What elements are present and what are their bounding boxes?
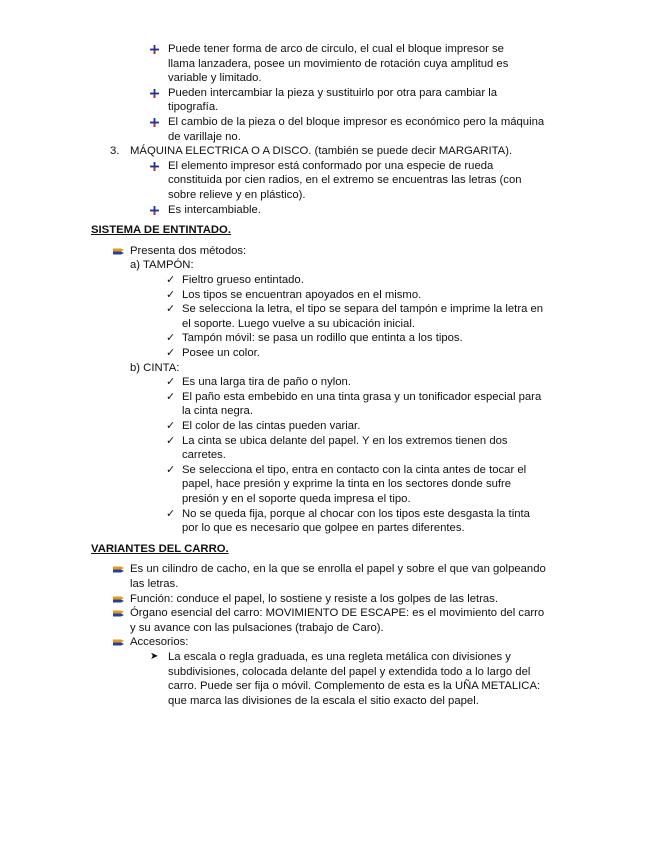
list-item-title: MÁQUINA ELECTRICA O A DISCO. (también se puede decir MARGARITA).	[130, 145, 513, 158]
list-item-line: Tampón móvil: se pasa un rodillo que entinta a los tipos.	[182, 332, 463, 345]
list-item-line: Es intercambiable.	[168, 203, 261, 216]
list-item-line: Es un cilindro de cacho, en la que se enrolla el papel y sobre el que van golpeando	[130, 563, 546, 576]
plus-bullet-icon	[150, 162, 159, 171]
list-item-line: carro. Puede ser fija o móvil. Complemento de esta es la UÑA METALICA:	[168, 680, 541, 693]
checkmark-icon: ✓	[166, 434, 176, 447]
list-item-line: No se queda fija, porque al chocar con los tipos este desgasta la tinta	[182, 507, 530, 520]
orange-bullet-icon	[113, 639, 124, 646]
list-item-line: El cambio de la pieza o del bloque impresor es económico pero la máquina	[168, 116, 545, 128]
list-item-line: Se selecciona el tipo, entra en contacto con la cinta antes de tocar el	[182, 463, 527, 476]
plus-bullet-icon	[150, 118, 159, 127]
list-item-line: tipografía.	[168, 101, 219, 114]
list-number: 3.	[110, 145, 120, 158]
list-item-line: Se selecciona la letra, el tipo se separa del tampón e imprime la letra en	[182, 303, 544, 316]
list-item-line: La cinta se ubica delante del papel. Y en los extremos tienen dos	[182, 434, 508, 447]
list-item-line: la cinta negra.	[182, 405, 253, 418]
list-item-line: papel, hace presión y exprime la tinta en los sectores donde sufre	[182, 478, 512, 491]
plus-bullet-icon	[150, 45, 159, 54]
list-item-line: Pueden intercambiar la pieza y sustituirlo por otra para cambiar la	[168, 86, 498, 99]
section-lead: Presenta dos métodos:	[130, 244, 247, 257]
orange-bullet-icon	[113, 596, 124, 603]
list-item-line: Posee un color.	[182, 347, 260, 359]
list-item-line: variable y limitado.	[168, 72, 262, 85]
arrow-bullet-icon: ➤	[150, 651, 159, 662]
list-item-line: las letras.	[130, 578, 179, 590]
list-item-line: Fieltro grueso entintado.	[182, 274, 304, 286]
sublist-label: a) TAMPÓN:	[130, 259, 194, 272]
checkmark-icon: ✓	[166, 347, 176, 359]
list-item-line: que marca las divisiones de la escala el sitio exacto del papel.	[168, 694, 479, 707]
list-item-line: Función: conduce el papel, lo sostiene y resiste a los golpes de las letras.	[130, 592, 498, 605]
list-item-line: Accesorios:	[130, 636, 189, 649]
section-heading: SISTEMA DE ENTINTADO.	[91, 224, 231, 237]
sublist-label: b) CINTA:	[130, 361, 180, 374]
list-item-line: El elemento impresor está conformado por una especie de rueda	[168, 159, 494, 172]
list-item-line: Órgano esencial del carro: MOVIMIENTO DE ESCAPE: es el movimiento del carro	[130, 607, 545, 620]
section-heading: VARIANTES DEL CARRO.	[91, 542, 229, 555]
list-item-line: Puede tener forma de arco de circulo, el cual el bloque impresor se	[168, 43, 504, 55]
checkmark-icon: ✓	[166, 332, 176, 345]
plus-bullet-icon	[150, 206, 159, 215]
checkmark-icon: ✓	[166, 274, 176, 286]
checkmark-icon: ✓	[166, 507, 176, 520]
orange-bullet-icon	[113, 248, 124, 255]
list-item-line: constituida por cien radios, en el extremo se encuentras las letras (con	[168, 174, 522, 187]
list-item-line: presión y en el soporte queda impresa el tipo.	[182, 493, 411, 505]
checkmark-icon: ✓	[166, 463, 176, 476]
list-item-line: Los tipos se encuentran apoyados en el mismo.	[182, 288, 422, 301]
checkmark-icon: ✓	[166, 420, 176, 432]
list-item-line: de varillaje no.	[168, 130, 241, 143]
list-item-line: carretes.	[182, 449, 226, 462]
list-item-line: y su avance con las pulsaciones (trabajo de Caro).	[130, 621, 384, 634]
list-item-line: El color de las cintas pueden variar.	[182, 420, 361, 432]
plus-bullet-icon	[150, 89, 159, 98]
checkmark-icon: ✓	[166, 288, 176, 301]
orange-bullet-icon	[113, 566, 124, 573]
orange-bullet-icon	[113, 610, 124, 617]
checkmark-icon: ✓	[166, 376, 176, 389]
checkmark-icon: ✓	[166, 390, 176, 403]
list-item-line: sobre relieve y en plástico).	[168, 189, 306, 201]
list-item-line: el soporte. Luego vuelve a su ubicación inicial.	[182, 317, 415, 330]
list-item-line: subdivisiones, colocada delante del papel y extendida todo a lo largo del	[168, 665, 531, 678]
list-item-line: por lo que es necesario que golpee en partes diferentes.	[182, 522, 465, 535]
list-item-line: Es una larga tira de paño o nylon.	[182, 376, 351, 389]
list-item-line: llama lanzadera, posee un movimiento de rotación cuya amplitud es	[168, 57, 509, 70]
list-item-line: El paño esta embebido en una tinta grasa y un tonificador especial para	[182, 390, 542, 403]
list-item-line: La escala o regla graduada, es una regleta metálica con divisiones y	[168, 651, 511, 663]
checkmark-icon: ✓	[166, 303, 176, 316]
